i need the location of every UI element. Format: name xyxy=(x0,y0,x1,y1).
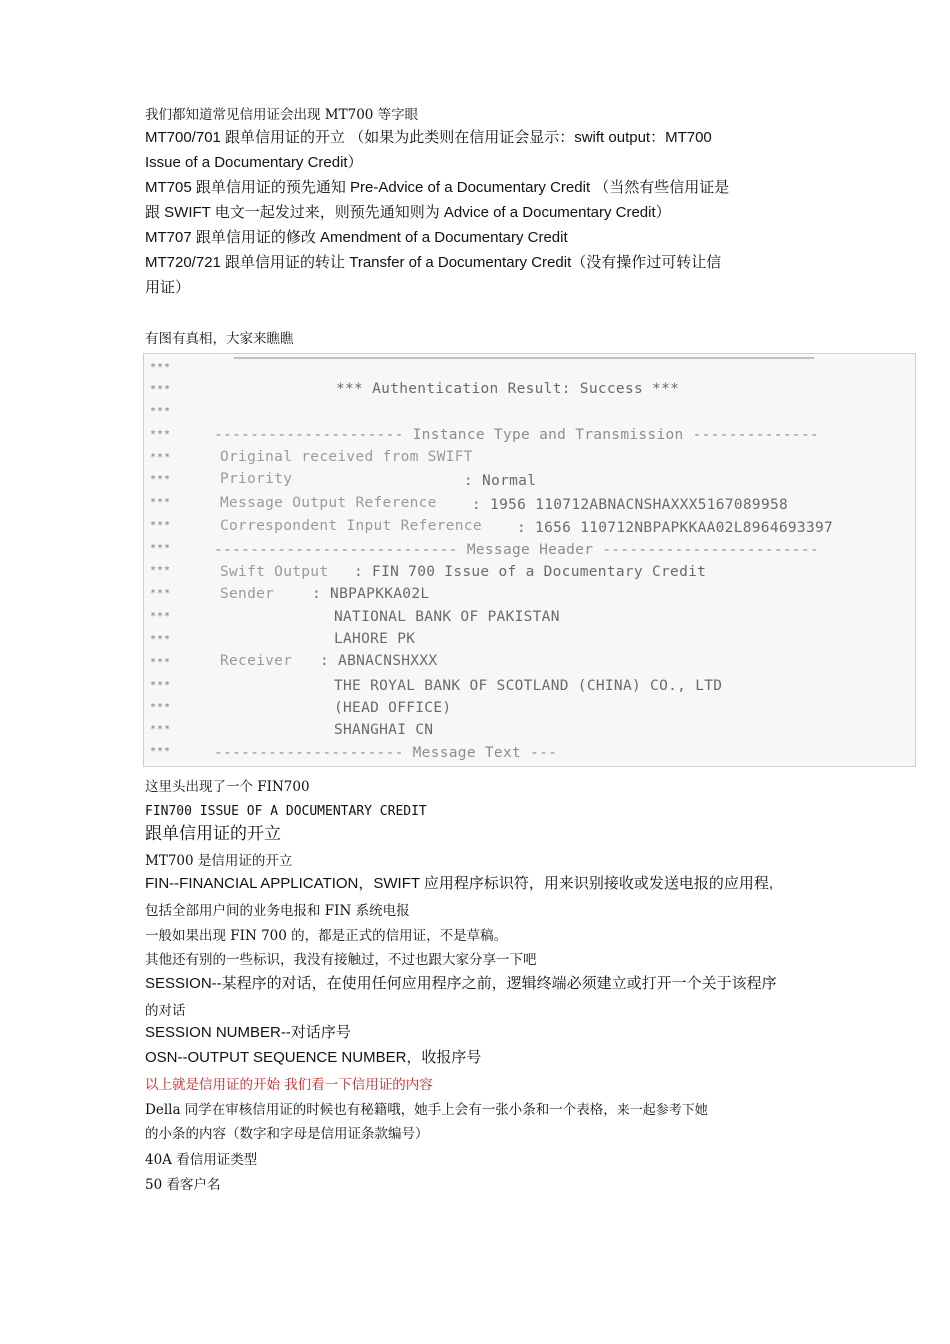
body-line: FIN--FINANCIAL APPLICATION，SWIFT 应用程序标识符，用来识别接收或发送电报的应用程, xyxy=(145,875,774,892)
mt705-line-cont: 跟 SWIFT 电文一起发过来，则预先通知则为 Advice of a Documentary Credit） xyxy=(145,204,671,221)
line-marker: *** xyxy=(150,362,172,373)
body-line: 一般如果出现 FIN 700 的，都是正式的信用证，不是草稿。 xyxy=(145,928,508,944)
line-marker: *** xyxy=(150,406,172,417)
receiver-name: THE ROYAL BANK OF SCOTLAND (CHINA) CO., LTD xyxy=(334,678,723,694)
output-reference-value: : 1956 110712ABNACNSHAXXX5167089958 xyxy=(472,497,789,513)
line-marker: *** xyxy=(150,611,172,622)
body-line: 的小条的内容（数字和字母是信用证条款编号） xyxy=(145,1126,429,1142)
mt720-line: MT720/721 跟单信用证的转让 Transfer of a Documentary Credit（没有操作过可转让信 xyxy=(145,254,722,271)
line-marker: *** xyxy=(150,384,172,395)
swift-message-screenshot xyxy=(143,353,916,767)
output-reference-label: Message Output Reference xyxy=(220,495,437,511)
body-line: 40A 看信用证类型 xyxy=(145,1152,258,1168)
line-marker: *** xyxy=(150,746,172,757)
body-line-part: 来一起参考下她 xyxy=(616,1103,708,1118)
highlighted-line: 以上就是信用证的开始 我们看一下信用证的内容 xyxy=(145,1077,433,1093)
line-marker: *** xyxy=(150,634,172,645)
body-line: MT700 是信用证的开立 xyxy=(145,853,293,869)
body-line: 的对话 xyxy=(145,1003,186,1019)
mt707-line: MT707 跟单信用证的修改 Amendment of a Documentary Credit xyxy=(145,229,568,246)
body-line: FIN700 ISSUE OF A DOCUMENTARY CREDIT xyxy=(145,804,427,819)
body-line xyxy=(145,1101,708,1120)
line-marker: *** xyxy=(150,474,172,485)
section-message-text: --------------------- Message Text --- xyxy=(214,745,558,761)
line-marker: *** xyxy=(150,657,172,668)
line-marker: *** xyxy=(150,680,172,691)
auth-result: *** Authentication Result: Success *** xyxy=(336,381,680,397)
line-marker: *** xyxy=(150,588,172,599)
intro-line: 我们都知道常见信用证会出现 MT700 等字眼 xyxy=(145,107,419,123)
input-reference-label: Correspondent Input Reference xyxy=(220,518,482,534)
receiver-office: (HEAD OFFICE) xyxy=(334,700,452,716)
body-line: SESSION NUMBER--对话序号 xyxy=(145,1024,351,1041)
receiver-bic: : ABNACNSHXXX xyxy=(320,653,438,669)
section-message-header: --------------------------- Message Header ------------------------ xyxy=(214,542,819,558)
mt705-line: MT705 跟单信用证的预先通知 Pre-Advice of a Documentary Credit （当然有些信用证是 xyxy=(145,179,730,196)
body-line-part: Della 同学在审核信用证的时候也有秘籍哦，她手上会有一张小条和一个表格， xyxy=(145,1102,617,1118)
receiver-city: SHANGHAI CN xyxy=(334,722,434,738)
body-line: 50 看客户名 xyxy=(145,1177,221,1193)
body-line: 跟单信用证的开立 xyxy=(145,824,281,844)
line-marker: *** xyxy=(150,565,172,576)
line-marker: *** xyxy=(150,702,172,713)
sender-city: LAHORE PK xyxy=(334,631,416,647)
mt720-line-cont: 用证） xyxy=(145,279,191,296)
swift-output-label: Swift Output xyxy=(220,564,329,580)
line-marker: *** xyxy=(150,452,172,463)
body-line: OSN--OUTPUT SEQUENCE NUMBER，收报序号 xyxy=(145,1049,482,1066)
mt700-line-cont: Issue of a Documentary Credit） xyxy=(145,154,363,171)
line-marker: *** xyxy=(150,497,172,508)
line-marker: *** xyxy=(150,724,172,735)
body-line: 这里头出现了一个 FIN700 xyxy=(145,779,310,795)
body-line: SESSION--某程序的对话，在使用任何应用程序之前，逻辑终端必须建立或打开一个关于该程序 xyxy=(145,975,777,992)
line-marker: *** xyxy=(150,520,172,531)
sender-bic: : NBPAPKKA02L xyxy=(312,586,430,602)
input-reference-value: : 1656 110712NBPAPKKAA02L8964693397 xyxy=(517,520,834,536)
priority-label: Priority xyxy=(220,471,293,487)
body-line: 包括全部用户间的业务电报和 FIN 系统电报 xyxy=(145,903,410,919)
sender-label: Sender xyxy=(220,586,275,602)
scan-top-rule xyxy=(234,357,814,359)
line-marker: *** xyxy=(150,429,172,440)
sender-name: NATIONAL BANK OF PAKISTAN xyxy=(334,609,560,625)
swift-output-value: : FIN 700 Issue of a Documentary Credit xyxy=(354,564,707,580)
mt700-line: MT700/701 跟单信用证的开立 （如果为此类则在信用证会显示：swift output：MT700 xyxy=(145,129,712,146)
section-instance-type: --------------------- Instance Type and Transmission -------------- xyxy=(214,427,819,443)
receiver-label: Receiver xyxy=(220,653,293,669)
caption-line: 有图有真相，大家来瞧瞧 xyxy=(145,331,294,347)
priority-value: : Normal xyxy=(464,473,537,489)
body-line: 其他还有别的一些标识，我没有接触过，不过也跟大家分享一下吧 xyxy=(145,952,537,968)
line-marker: *** xyxy=(150,543,172,554)
original-received: Original received from SWIFT xyxy=(220,449,473,465)
